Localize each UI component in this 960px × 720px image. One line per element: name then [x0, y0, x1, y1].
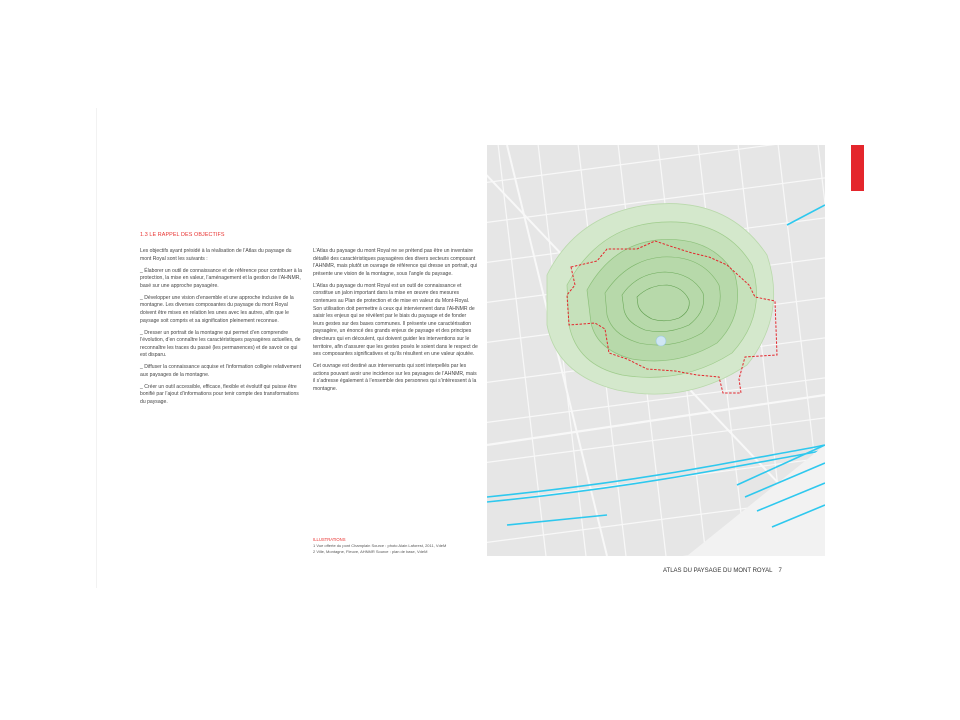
illustrations-caption	[313, 537, 483, 555]
paragraph: _ Développer une vision d’ensemble et une approche inclusive de la montagne. Les diverses composantes du paysage du mont Royal doivent être mises en relation les unes avec les autres, afin que le paysage soit compris et sa signification pleinement reconnue.	[140, 294, 294, 324]
mount-royal-map	[487, 145, 825, 556]
paragraph: Cet ouvrage est destiné aux intervenants qui sont interpellés par les actions pouvant avoir une incidence sur les paysages de l’AHNMR, mais il s’adresse également à l’ensemble des personnes qui s’intéressent à la montagne.	[313, 363, 477, 392]
paragraph: Les objectifs ayant présidé à la réalisation de l’Atlas du paysage du mont Royal sont les suivants :	[140, 248, 292, 262]
caption-line: 2 Ville, Montagne, Fleuve, AHNMR Source : plan de base, VdeM	[313, 549, 428, 554]
paragraph: _ Diffuser la connaissance acquise et l’information colligée relativement aux paysages de la montagne.	[140, 364, 302, 378]
page-number: 7	[778, 568, 782, 574]
text-column-left	[140, 248, 303, 411]
paragraph: L’Atlas du paysage du mont Royal est un outil de connaissance et constitue un jalon important dans la mise en œuvre des mesures contenues au Plan de protection et de mise en valeur du Mont-Royal. Son utilisation doit permettre à ceux qui interviennent dans l’AHNMR de saisir les enjeux qui se révèlent par le biais du paysage et de fonder leurs gestes sur des bases communes. Il présente une caractérisation paysagère, un énoncé des grands enjeux de paysage et des principes directeurs qui en découlent, qui doivent guider les interventions sur le territoire, afin d’assurer que les gestes posés le soient dans le respect de ses composantes significatives et qu’ils résultent en une valeur ajoutée.	[313, 282, 478, 358]
illustrations-title: ILLUSTRATIONS	[313, 537, 346, 542]
paragraph: _ Élaborer un outil de connaissance et de référence pour contribuer à la protection, la mise en valeur, l’aménagement et la gestion de l’AHNMR, basé sur une approche paysagère.	[140, 267, 302, 289]
caption-line: 1 Vue offerte du pont Champlain Source : photo Alain Laforest, 2011, VdeM	[313, 543, 447, 548]
footer-title: ATLAS DU PAYSAGE DU MONT ROYAL	[663, 568, 773, 574]
page-footer	[663, 568, 782, 574]
page-edge-line	[96, 108, 97, 588]
paragraph: _ Créer un outil accessible, efficace, flexible et évolutif qui puisse être bonifié par l’ajout d’informations pour tenir compte des transformations du paysage.	[140, 383, 299, 406]
paragraph: _ Dresser un portrait de la montagne qui permet d’en comprendre l’évolution, d’en connaître les caractéristiques paysagères actuelles, de reconnaître les traces du passé (les permanences) et de savoir ce qui est disparu.	[140, 329, 301, 359]
text-column-right	[313, 248, 478, 398]
paragraph: L’Atlas du paysage du mont Royal ne se prétend pas être un inventaire détaillé des caractéristiques paysagères des divers secteurs composant l’AHNMR, mais plutôt un ouvrage de référence qui dresse un portrait, qui présente une vision de la montagne, sous l’angle du paysage.	[313, 248, 478, 277]
mountain-relief	[547, 204, 774, 395]
section-title: 1.3 LE RAPPEL DES OBJECTIFS	[140, 232, 225, 238]
section-tab-marker	[851, 145, 864, 191]
